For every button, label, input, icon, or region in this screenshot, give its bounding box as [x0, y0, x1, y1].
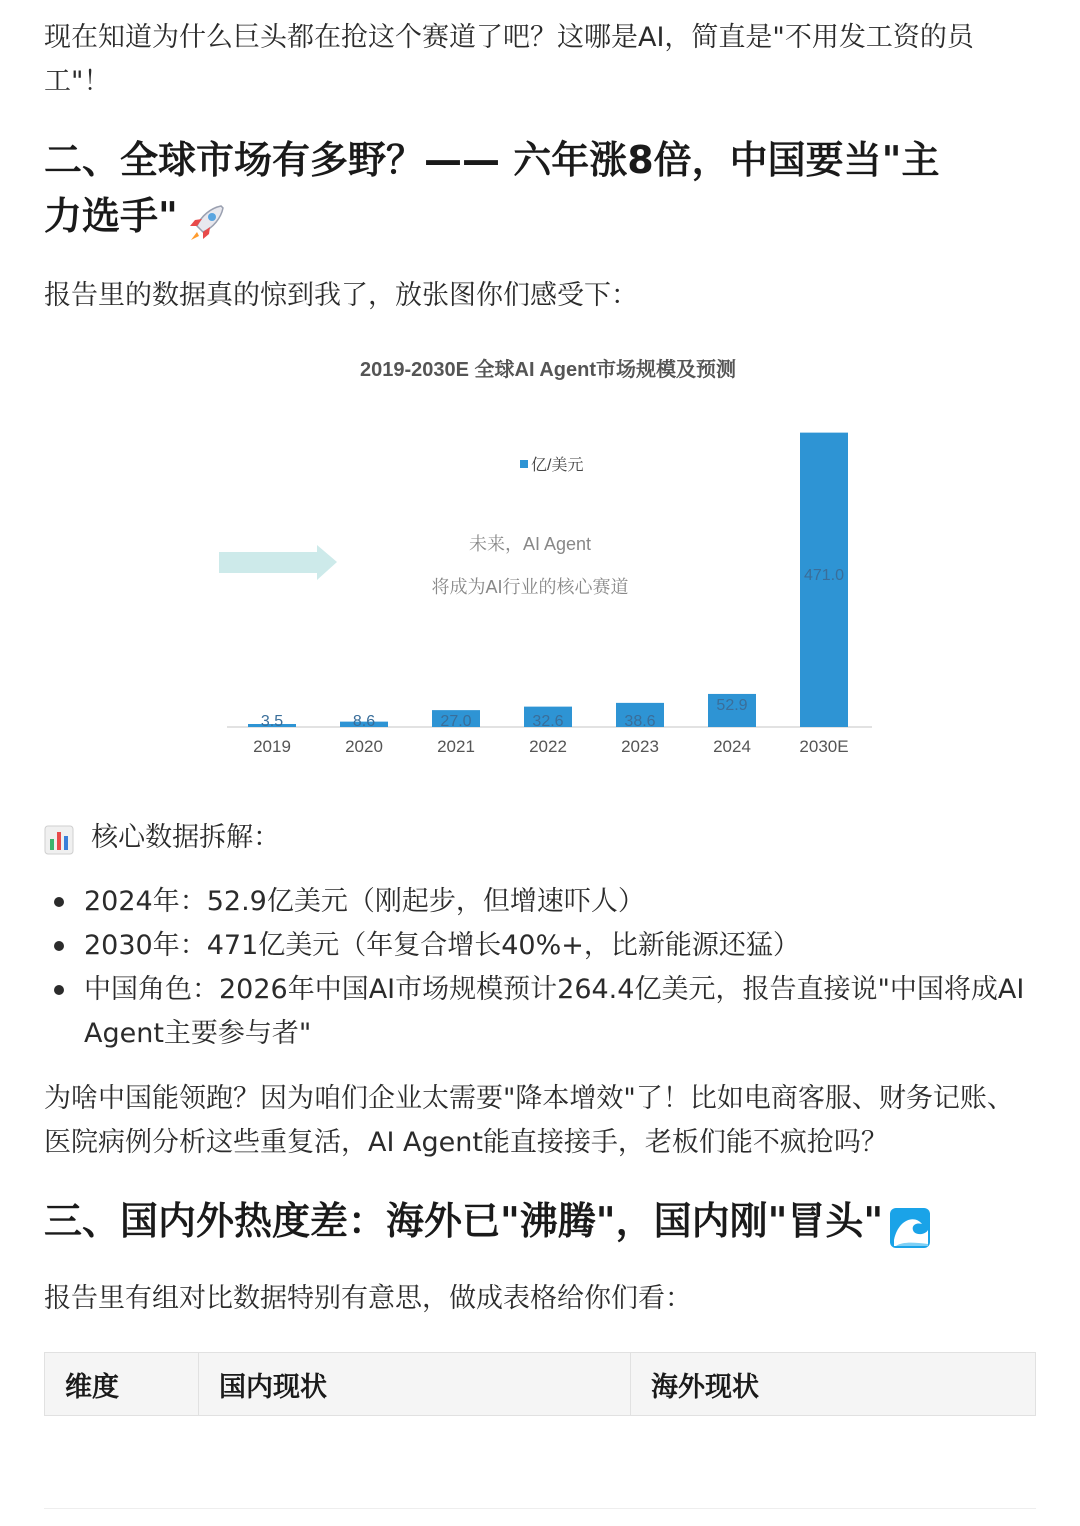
data-label-2024: 52.9	[716, 696, 748, 714]
data-label-2021: 27.0	[440, 713, 472, 730]
list-item: 2030年：471亿美元（年复合增长40%+，比新能源还猛）	[44, 924, 1036, 968]
section2-title-line-2: 力选手"	[44, 194, 178, 238]
core-heading: 核心数据拆解：	[91, 822, 281, 853]
data-label-2020: 8.6	[352, 713, 376, 730]
legend-label: 亿/美元	[531, 457, 584, 474]
intro-line-2: 工"！	[44, 66, 111, 97]
table-header-dimension: 维度	[45, 1353, 199, 1416]
divider	[44, 1508, 1036, 1509]
section2-title-line-2-row	[44, 188, 229, 250]
section2-lead: 报告里的数据真的惊到我了，放张图你们感受下：	[44, 280, 638, 311]
tick-label-2024: 2024	[713, 737, 751, 756]
tick-label-2021: 2021	[437, 737, 475, 756]
why-line-1: 为啥中国能领跑？因为咱们企业太需要"降本增效"了！比如电商客服、财务记账、	[44, 1083, 1014, 1114]
bullet-continuation: Agent主要参与者"	[84, 1018, 312, 1049]
section3-lead: 报告里有组对比数据特别有意思，做成表格给你们看：	[44, 1283, 692, 1314]
rocket-icon	[183, 200, 229, 250]
core-bullet-list	[44, 880, 1036, 1012]
tick-label-2022: 2022	[529, 737, 567, 756]
data-label-2030E: 471.0	[803, 566, 845, 584]
comparison-table	[44, 1352, 1036, 1416]
market-chart	[175, 340, 895, 780]
bar-chart-icon	[44, 825, 74, 859]
section2-title-line-1: 二、全球市场有多野？—— 六年涨8倍，中国要当"主	[44, 138, 940, 182]
section3-title: 三、国内外热度差：海外已"沸腾"，国内刚"冒头"	[44, 1199, 884, 1243]
tick-label-2020: 2020	[345, 737, 383, 756]
annotation-line-1: 未来，AI Agent	[468, 534, 592, 554]
table-header-overseas: 海外现状	[631, 1353, 1036, 1416]
annotation-arrow	[219, 545, 337, 580]
section3-title-row	[44, 1193, 932, 1254]
intro-line-1: 现在知道为什么巨头都在抢这个赛道了吧？这哪是AI，简直是"不用发工资的员	[44, 22, 974, 53]
table-header-row	[45, 1353, 1036, 1416]
data-label-2023: 38.6	[624, 713, 656, 730]
chart-title: 2019-2030E 全球AI Agent市场规模及预测	[359, 359, 737, 381]
chart-legend	[520, 456, 583, 474]
list-item: 2024年：52.9亿美元（刚起步，但增速吓人）	[44, 880, 1036, 924]
annotation-line-2: 将成为AI行业的核心赛道	[431, 577, 629, 597]
wave-icon	[888, 1206, 932, 1254]
tick-label-2019: 2019	[253, 737, 291, 756]
core-heading-row	[44, 816, 280, 860]
legend-swatch	[520, 460, 528, 468]
data-label-2022: 32.6	[532, 713, 564, 730]
tick-label-2023: 2023	[621, 737, 659, 756]
market-chart-svg	[175, 340, 895, 780]
why-line-2: 医院病例分析这些重复活，AI Agent能直接接手，老板们能不疯抢吗？	[44, 1127, 888, 1158]
list-item: 中国角色：2026年中国AI市场规模预计264.4亿美元，报告直接说"中国将成AI	[44, 968, 1036, 1012]
data-label-2019: 3.5	[260, 713, 284, 730]
tick-label-2030E: 2030E	[799, 737, 849, 756]
table-header-domestic: 国内现状	[199, 1353, 631, 1416]
